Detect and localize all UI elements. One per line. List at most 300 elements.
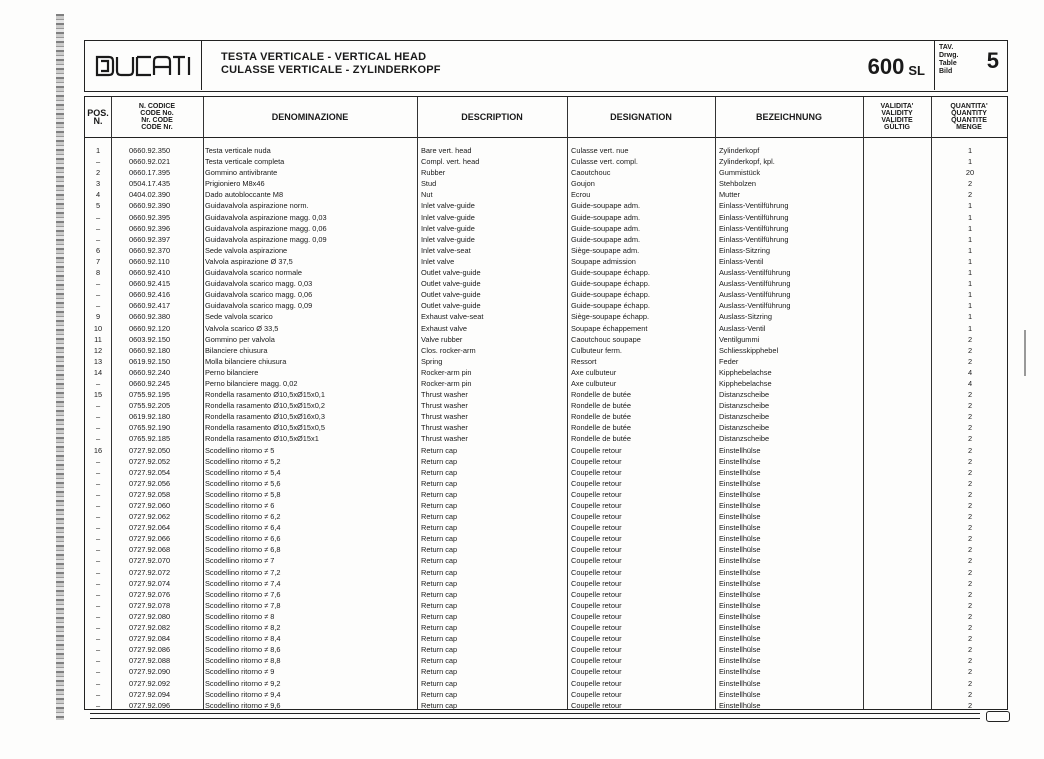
cell-desc: Return cap bbox=[421, 489, 458, 499]
cell-bez: Distanzscheibe bbox=[719, 434, 770, 444]
cell-bez: Auslass-Sitzring bbox=[719, 312, 772, 322]
table-row bbox=[85, 389, 1007, 400]
cell-pos: – bbox=[95, 534, 101, 544]
cell-desc: Return cap bbox=[421, 512, 458, 522]
cell-desc: Thrust washer bbox=[421, 412, 468, 422]
cell-code: 0660.92.417 bbox=[129, 301, 171, 311]
cell-den: Perno bilanciere bbox=[205, 367, 259, 377]
cell-den: Dado autobloccante M8 bbox=[205, 190, 284, 200]
col-header-denominazione: DENOMINAZIONE bbox=[271, 112, 349, 122]
cell-desig: Coupelle retour bbox=[571, 700, 622, 710]
col-header-quantita bbox=[931, 97, 1007, 137]
cell-bez: Einstellhülse bbox=[719, 700, 761, 710]
table-row bbox=[85, 544, 1007, 555]
cell-bez: Einstellhülse bbox=[719, 645, 761, 655]
cell-qty: 1 bbox=[967, 279, 973, 289]
cell-qty: 2 bbox=[967, 623, 973, 633]
table-row bbox=[85, 356, 1007, 367]
table-row bbox=[85, 278, 1007, 289]
cell-desig: Coupelle retour bbox=[571, 656, 622, 666]
cell-desc: Inlet valve-guide bbox=[421, 201, 475, 211]
cell-pos: – bbox=[95, 578, 101, 588]
cell-desc: Outlet valve-guide bbox=[421, 301, 481, 311]
col-header-text: N. bbox=[93, 116, 103, 126]
cell-desig: Coupelle retour bbox=[571, 456, 622, 466]
table-row bbox=[85, 489, 1007, 500]
cell-den: Guidavalvola aspirazione magg. 0,06 bbox=[205, 223, 327, 233]
table-row bbox=[85, 500, 1007, 511]
cell-desig: Coupelle retour bbox=[571, 678, 622, 688]
cell-pos: – bbox=[95, 423, 101, 433]
cell-den: Scodellino ritorno ≠ 5,4 bbox=[205, 467, 281, 477]
cell-desig: Guide-soupape adm. bbox=[571, 212, 641, 222]
cell-den: Guidavalvola aspirazione magg. 0,09 bbox=[205, 234, 327, 244]
cell-den: Guidavalvola scarico magg. 0,06 bbox=[205, 290, 313, 300]
cell-pos: 11 bbox=[94, 334, 102, 344]
cell-pos: – bbox=[95, 234, 101, 244]
cell-code: 0619.92.150 bbox=[129, 356, 171, 366]
cell-den: Scodellino ritorno ≠ 7 bbox=[205, 556, 275, 566]
cell-den: Scodellino ritorno ≠ 5 bbox=[205, 445, 275, 455]
cell-bez: Einstellhülse bbox=[719, 623, 761, 633]
page-header bbox=[84, 40, 1008, 92]
cell-qty: 2 bbox=[967, 512, 973, 522]
cell-pos: 5 bbox=[95, 201, 101, 211]
table-row bbox=[85, 178, 1007, 189]
cell-pos: – bbox=[95, 523, 101, 533]
cell-qty: 2 bbox=[967, 412, 973, 422]
col-header-description: DESCRIPTION bbox=[461, 112, 523, 122]
cell-bez: Kipphebelachse bbox=[719, 378, 772, 388]
table-row bbox=[85, 256, 1007, 267]
cell-qty: 2 bbox=[967, 179, 973, 189]
cell-bez: Einlass-Ventilführung bbox=[719, 201, 789, 211]
cell-bez: Mutter bbox=[719, 190, 740, 200]
cell-qty: 1 bbox=[967, 157, 973, 167]
cell-bez: Einstellhülse bbox=[719, 656, 761, 666]
cell-den: Molla bilanciere chiusura bbox=[205, 356, 287, 366]
cell-den: Valvola scarico Ø 33,5 bbox=[205, 323, 279, 333]
table-row bbox=[85, 589, 1007, 600]
cell-den: Scodellino ritorno ≠ 9,6 bbox=[205, 700, 281, 710]
cell-bez: Einlass-Ventilführung bbox=[719, 212, 789, 222]
cell-pos: 14 bbox=[93, 367, 103, 377]
cell-qty: 2 bbox=[967, 678, 973, 688]
cell-code: 0660.92.416 bbox=[129, 290, 171, 300]
cell-code: 0727.92.076 bbox=[129, 589, 171, 599]
cell-pos: – bbox=[95, 467, 101, 477]
col-header-text: QUANTITE bbox=[951, 117, 987, 124]
cell-desc: Return cap bbox=[421, 478, 458, 488]
cell-desig: Rondelle de butée bbox=[571, 390, 631, 400]
tav-label: Table bbox=[939, 60, 957, 67]
cell-qty: 1 bbox=[967, 146, 973, 155]
cell-qty: 1 bbox=[967, 301, 973, 311]
cell-qty: 2 bbox=[967, 345, 973, 355]
cell-qty: 1 bbox=[967, 212, 973, 222]
cell-qty: 2 bbox=[967, 611, 973, 621]
cell-pos: – bbox=[95, 223, 101, 233]
cell-den: Guidavalvola aspirazione norm. bbox=[205, 201, 309, 211]
cell-code: 0660.92.410 bbox=[129, 268, 171, 278]
table-row bbox=[85, 555, 1007, 566]
cell-desig: Coupelle retour bbox=[571, 512, 622, 522]
cell-qty: 2 bbox=[967, 645, 973, 655]
cell-bez: Schliesskipphebel bbox=[719, 345, 779, 355]
cell-desc: Inlet valve bbox=[421, 256, 455, 266]
cell-code: 0727.92.070 bbox=[129, 556, 171, 566]
table-row bbox=[85, 611, 1007, 622]
cell-code: 0727.92.082 bbox=[129, 623, 171, 633]
cell-pos: 1 bbox=[95, 146, 101, 155]
table-row bbox=[85, 212, 1007, 223]
col-header-text: Nr. CODE bbox=[141, 117, 173, 124]
table-row bbox=[85, 223, 1007, 234]
cell-desc: Inlet valve-guide bbox=[421, 212, 475, 222]
cell-pos: 8 bbox=[95, 268, 101, 278]
cell-desig: Caoutchouc soupape bbox=[571, 334, 641, 344]
cell-desig: Axe culbuteur bbox=[571, 367, 617, 377]
cell-qty: 1 bbox=[967, 223, 973, 233]
cell-desig: Coupelle retour bbox=[571, 523, 622, 533]
cell-qty: 2 bbox=[967, 445, 973, 455]
cell-bez: Einstellhülse bbox=[719, 634, 761, 644]
cell-bez: Auslass-Ventilführung bbox=[719, 268, 791, 278]
cell-desc: Return cap bbox=[421, 611, 458, 621]
cell-desc: Outlet valve-guide bbox=[421, 268, 481, 278]
cell-code: 0727.92.064 bbox=[129, 523, 171, 533]
cell-desig: Rondelle de butée bbox=[571, 412, 631, 422]
cell-desc: Thrust washer bbox=[421, 390, 468, 400]
title-block bbox=[221, 51, 441, 77]
table-row bbox=[85, 600, 1007, 611]
cell-den: Scodellino ritorno ≠ 8,6 bbox=[205, 645, 281, 655]
cell-qty: 2 bbox=[967, 700, 973, 710]
cell-bez: Einstellhülse bbox=[719, 611, 761, 621]
cell-bez: Kipphebelachse bbox=[719, 367, 772, 377]
cell-desig: Coupelle retour bbox=[571, 634, 622, 644]
cell-qty: 2 bbox=[967, 578, 973, 588]
end-marker bbox=[986, 711, 1010, 722]
col-header-text: VALIDITA' bbox=[880, 103, 914, 110]
bottom-rule bbox=[90, 713, 980, 719]
cell-desig: Coupelle retour bbox=[571, 567, 622, 577]
table-row bbox=[85, 145, 1007, 156]
cell-desig: Guide-soupape adm. bbox=[571, 201, 641, 211]
table-row bbox=[85, 700, 1007, 711]
table-number-labels bbox=[939, 44, 958, 76]
table-row bbox=[85, 311, 1007, 322]
cell-desig: Axe culbuteur bbox=[571, 378, 617, 388]
cell-desig: Ecrou bbox=[571, 190, 591, 200]
cell-desig: Coupelle retour bbox=[571, 534, 622, 544]
cell-qty: 2 bbox=[967, 390, 973, 400]
table-row bbox=[85, 189, 1007, 200]
cell-den: Bilanciere chiusura bbox=[205, 345, 268, 355]
table-row bbox=[85, 511, 1007, 522]
cell-bez: Einstellhülse bbox=[719, 667, 761, 677]
cell-qty: 2 bbox=[967, 589, 973, 599]
cell-desig: Coupelle retour bbox=[571, 667, 622, 677]
table-row bbox=[85, 300, 1007, 311]
cell-pos: 12 bbox=[93, 345, 103, 355]
cell-code: 0727.92.054 bbox=[129, 467, 171, 477]
cell-qty: 2 bbox=[967, 423, 973, 433]
cell-bez: Einlass-Ventilführung bbox=[719, 234, 789, 244]
cell-qty: 2 bbox=[967, 190, 973, 200]
model-label bbox=[835, 45, 925, 89]
cell-code: 0660.92.395 bbox=[129, 212, 171, 222]
cell-bez: Einstellhülse bbox=[719, 600, 761, 610]
cell-bez: Einstellhülse bbox=[719, 545, 761, 555]
cell-qty: 1 bbox=[967, 234, 973, 244]
cell-code: 0660.92.110 bbox=[129, 256, 170, 266]
cell-desc: Nut bbox=[421, 190, 433, 200]
cell-qty: 2 bbox=[967, 634, 973, 644]
tav-label: TAV. bbox=[939, 44, 954, 51]
cell-pos: 15 bbox=[93, 390, 103, 400]
cell-qty: 2 bbox=[967, 356, 973, 366]
cell-code: 0727.92.088 bbox=[129, 656, 171, 666]
cell-pos: – bbox=[95, 378, 101, 388]
cell-pos: 2 bbox=[95, 168, 101, 178]
cell-bez: Feder bbox=[719, 356, 739, 366]
cell-den: Gommino antivibrante bbox=[205, 168, 278, 178]
cell-qty: 2 bbox=[967, 600, 973, 610]
cell-qty: 1 bbox=[967, 323, 973, 333]
cell-bez: Einstellhülse bbox=[719, 456, 761, 466]
table-row bbox=[85, 467, 1007, 478]
cell-code: 0727.92.080 bbox=[129, 611, 171, 621]
cell-den: Testa verticale nuda bbox=[205, 146, 271, 155]
table-row bbox=[85, 156, 1007, 167]
cell-desig: Coupelle retour bbox=[571, 467, 622, 477]
cell-pos: – bbox=[95, 489, 101, 499]
tav-label: Drwg. bbox=[939, 52, 959, 59]
cell-bez: Distanzscheibe bbox=[719, 412, 770, 422]
cell-qty: 1 bbox=[967, 245, 973, 255]
cell-bez: Einstellhülse bbox=[719, 523, 761, 533]
cell-desc: Outlet valve-guide bbox=[421, 290, 481, 300]
cell-code: 0660.92.380 bbox=[129, 312, 171, 322]
cell-code: 0727.92.052 bbox=[129, 456, 171, 466]
cell-qty: 2 bbox=[967, 567, 973, 577]
cell-bez: Distanzscheibe bbox=[719, 423, 770, 433]
cell-desc: Exhaust valve-seat bbox=[421, 312, 484, 322]
cell-desig: Coupelle retour bbox=[571, 478, 622, 488]
cell-qty: 2 bbox=[967, 656, 973, 666]
cell-desc: Return cap bbox=[421, 634, 458, 644]
cell-code: 0660.92.180 bbox=[129, 345, 171, 355]
cell-bez: Einstellhülse bbox=[719, 534, 761, 544]
cell-bez: Einstellhülse bbox=[719, 467, 761, 477]
cell-desig: Culasse vert. nue bbox=[571, 146, 629, 155]
cell-code: 0755.92.205 bbox=[129, 401, 171, 411]
cell-qty: 2 bbox=[967, 523, 973, 533]
cell-den: Scodellino ritorno ≠ 6,6 bbox=[205, 534, 281, 544]
cell-bez: Einstellhülse bbox=[719, 589, 761, 599]
cell-code: 0660.92.021 bbox=[129, 157, 171, 167]
col-header-text: MENGE bbox=[956, 124, 982, 131]
cell-desc: Return cap bbox=[421, 589, 458, 599]
cell-desig: Coupelle retour bbox=[571, 545, 622, 555]
cell-pos: – bbox=[95, 478, 101, 488]
cell-code: 0727.92.072 bbox=[129, 567, 171, 577]
cell-desig: Coupelle retour bbox=[571, 600, 622, 610]
cell-code: 0603.92.150 bbox=[129, 334, 171, 344]
table-row bbox=[85, 456, 1007, 467]
cell-desc: Valve rubber bbox=[421, 334, 463, 344]
cell-qty: 2 bbox=[967, 478, 973, 488]
cell-desig: Coupelle retour bbox=[571, 589, 622, 599]
cell-code: 0727.92.096 bbox=[129, 700, 171, 710]
table-row bbox=[85, 323, 1007, 334]
cell-den: Scodellino ritorno ≠ 7,8 bbox=[205, 600, 281, 610]
margin-mark bbox=[1024, 330, 1026, 376]
header-divider bbox=[85, 137, 1007, 138]
cell-desc: Return cap bbox=[421, 700, 458, 710]
cell-desc: Thrust washer bbox=[421, 401, 468, 411]
table-row bbox=[85, 578, 1007, 589]
cell-pos: 7 bbox=[95, 256, 101, 266]
cell-desig: Caoutchouc bbox=[571, 168, 611, 178]
cell-den: Scodellino ritorno ≠ 9,4 bbox=[205, 689, 281, 699]
table-row bbox=[85, 522, 1007, 533]
cell-den: Perno bilanciere magg. 0,02 bbox=[205, 378, 298, 388]
cell-bez: Einstellhülse bbox=[719, 478, 761, 488]
cell-desc: Return cap bbox=[421, 534, 458, 544]
cell-code: 0660.92.390 bbox=[129, 201, 171, 211]
cell-pos: – bbox=[95, 301, 101, 311]
cell-den: Rondella rasamento Ø10,5xØ15x0,5 bbox=[205, 423, 325, 433]
cell-desc: Clos. rocker-arm bbox=[421, 345, 476, 355]
cell-pos: – bbox=[95, 401, 101, 411]
cell-den: Rondella rasamento Ø10,5xØ15x0,1 bbox=[205, 390, 325, 400]
cell-qty: 2 bbox=[967, 489, 973, 499]
cell-qty: 2 bbox=[967, 689, 973, 699]
table-row bbox=[85, 367, 1007, 378]
cell-qty: 1 bbox=[967, 312, 973, 322]
cell-bez: Distanzscheibe bbox=[719, 401, 770, 411]
cell-bez: Einlass-Ventilführung bbox=[719, 223, 789, 233]
cell-pos: – bbox=[95, 700, 101, 710]
cell-pos: 9 bbox=[95, 312, 101, 322]
cell-pos: – bbox=[95, 645, 101, 655]
cell-bez: Einstellhülse bbox=[719, 678, 761, 688]
table-row bbox=[85, 689, 1007, 700]
cell-desc: Thrust washer bbox=[421, 423, 468, 433]
cell-pos: – bbox=[95, 290, 101, 300]
table-row bbox=[85, 200, 1007, 211]
col-header-text: CODE No. bbox=[140, 110, 174, 117]
cell-code: 0727.92.058 bbox=[129, 489, 171, 499]
table-row bbox=[85, 622, 1007, 633]
cell-pos: – bbox=[95, 556, 101, 566]
cell-den: Scodellino ritorno ≠ 5,2 bbox=[205, 456, 281, 466]
cell-desig: Coupelle retour bbox=[571, 489, 622, 499]
cell-den: Scodellino ritorno ≠ 8,4 bbox=[205, 634, 281, 644]
cell-code: 0660.17.395 bbox=[129, 168, 171, 178]
table-row bbox=[85, 378, 1007, 389]
cell-den: Scodellino ritorno ≠ 6,8 bbox=[205, 545, 281, 555]
table-row bbox=[85, 245, 1007, 256]
cell-bez: Auslass-Ventil bbox=[719, 323, 766, 333]
cell-desig: Siège-soupape adm. bbox=[571, 245, 640, 255]
cell-bez: Einstellhülse bbox=[719, 578, 761, 588]
cell-den: Valvola aspirazione Ø 37,5 bbox=[205, 256, 293, 266]
table-row bbox=[85, 334, 1007, 345]
cell-den: Scodellino ritorno ≠ 6,4 bbox=[205, 523, 281, 533]
cell-desig: Coupelle retour bbox=[571, 611, 622, 621]
tav-label: Bild bbox=[939, 68, 953, 75]
cell-code: 0727.92.066 bbox=[129, 534, 171, 544]
cell-desc: Rubber bbox=[421, 168, 446, 178]
cell-desig: Coupelle retour bbox=[571, 689, 622, 699]
cell-qty: 1 bbox=[967, 290, 973, 300]
model-suffix: SL bbox=[908, 62, 925, 78]
cell-pos: – bbox=[95, 157, 101, 167]
cell-desig: Guide-soupape adm. bbox=[571, 234, 641, 244]
cell-qty: 1 bbox=[967, 201, 973, 211]
cell-code: 0660.92.120 bbox=[129, 323, 171, 333]
cell-bez: Stehbolzen bbox=[719, 179, 756, 189]
parts-table bbox=[84, 96, 1008, 710]
cell-code: 0727.92.074 bbox=[129, 578, 171, 588]
cell-desig: Coupelle retour bbox=[571, 645, 622, 655]
table-row bbox=[85, 644, 1007, 655]
cell-pos: – bbox=[95, 412, 101, 422]
cell-desig: Coupelle retour bbox=[571, 445, 622, 455]
cell-qty: 2 bbox=[967, 501, 973, 510]
col-header-text: CODE Nr. bbox=[141, 124, 173, 131]
cell-code: 0727.92.050 bbox=[129, 445, 171, 455]
cell-den: Prigioniero M8x46 bbox=[205, 179, 265, 189]
cell-bez: Zylinderkopf, kpl. bbox=[719, 157, 775, 167]
cell-pos: 16 bbox=[93, 445, 103, 455]
cell-desc: Return cap bbox=[421, 645, 458, 655]
cell-code: 0727.92.056 bbox=[129, 478, 171, 488]
cell-desc: Return cap bbox=[421, 445, 458, 455]
cell-desig: Coupelle retour bbox=[571, 556, 622, 566]
table-number-cell bbox=[934, 41, 1007, 90]
cell-den: Rondella rasamento Ø10,5xØ15x1 bbox=[205, 434, 319, 444]
cell-pos: – bbox=[95, 589, 101, 599]
table-row bbox=[85, 445, 1007, 456]
col-header-pos bbox=[85, 97, 111, 137]
cell-pos: – bbox=[95, 678, 101, 688]
table-row bbox=[85, 433, 1007, 444]
table-row bbox=[85, 567, 1007, 578]
cell-pos: – bbox=[95, 545, 101, 555]
cell-desc: Return cap bbox=[421, 600, 458, 610]
cell-bez: Einlass-Ventil bbox=[719, 256, 764, 266]
cell-pos: 13 bbox=[93, 356, 103, 366]
cell-den: Sede valvola scarico bbox=[205, 312, 273, 322]
cell-den: Scodellino ritorno ≠ 7,6 bbox=[205, 589, 281, 599]
table-row bbox=[85, 655, 1007, 666]
cell-bez: Einstellhülse bbox=[719, 445, 761, 455]
col-header-text: GÜLTIG bbox=[884, 124, 910, 131]
cell-qty: 2 bbox=[967, 434, 973, 444]
cell-code: 0660.92.396 bbox=[129, 223, 171, 233]
cell-qty: 2 bbox=[967, 556, 973, 566]
cell-den: Scodellino ritorno ≠ 7,4 bbox=[205, 578, 281, 588]
cell-qty: 2 bbox=[967, 667, 973, 677]
col-header-text: QUANTITA' bbox=[950, 103, 988, 110]
title-line-2: CULASSE VERTICALE - ZYLINDERKOPF bbox=[221, 64, 441, 76]
cell-pos: – bbox=[95, 434, 101, 444]
col-header-designation: DESIGNATION bbox=[610, 112, 672, 122]
